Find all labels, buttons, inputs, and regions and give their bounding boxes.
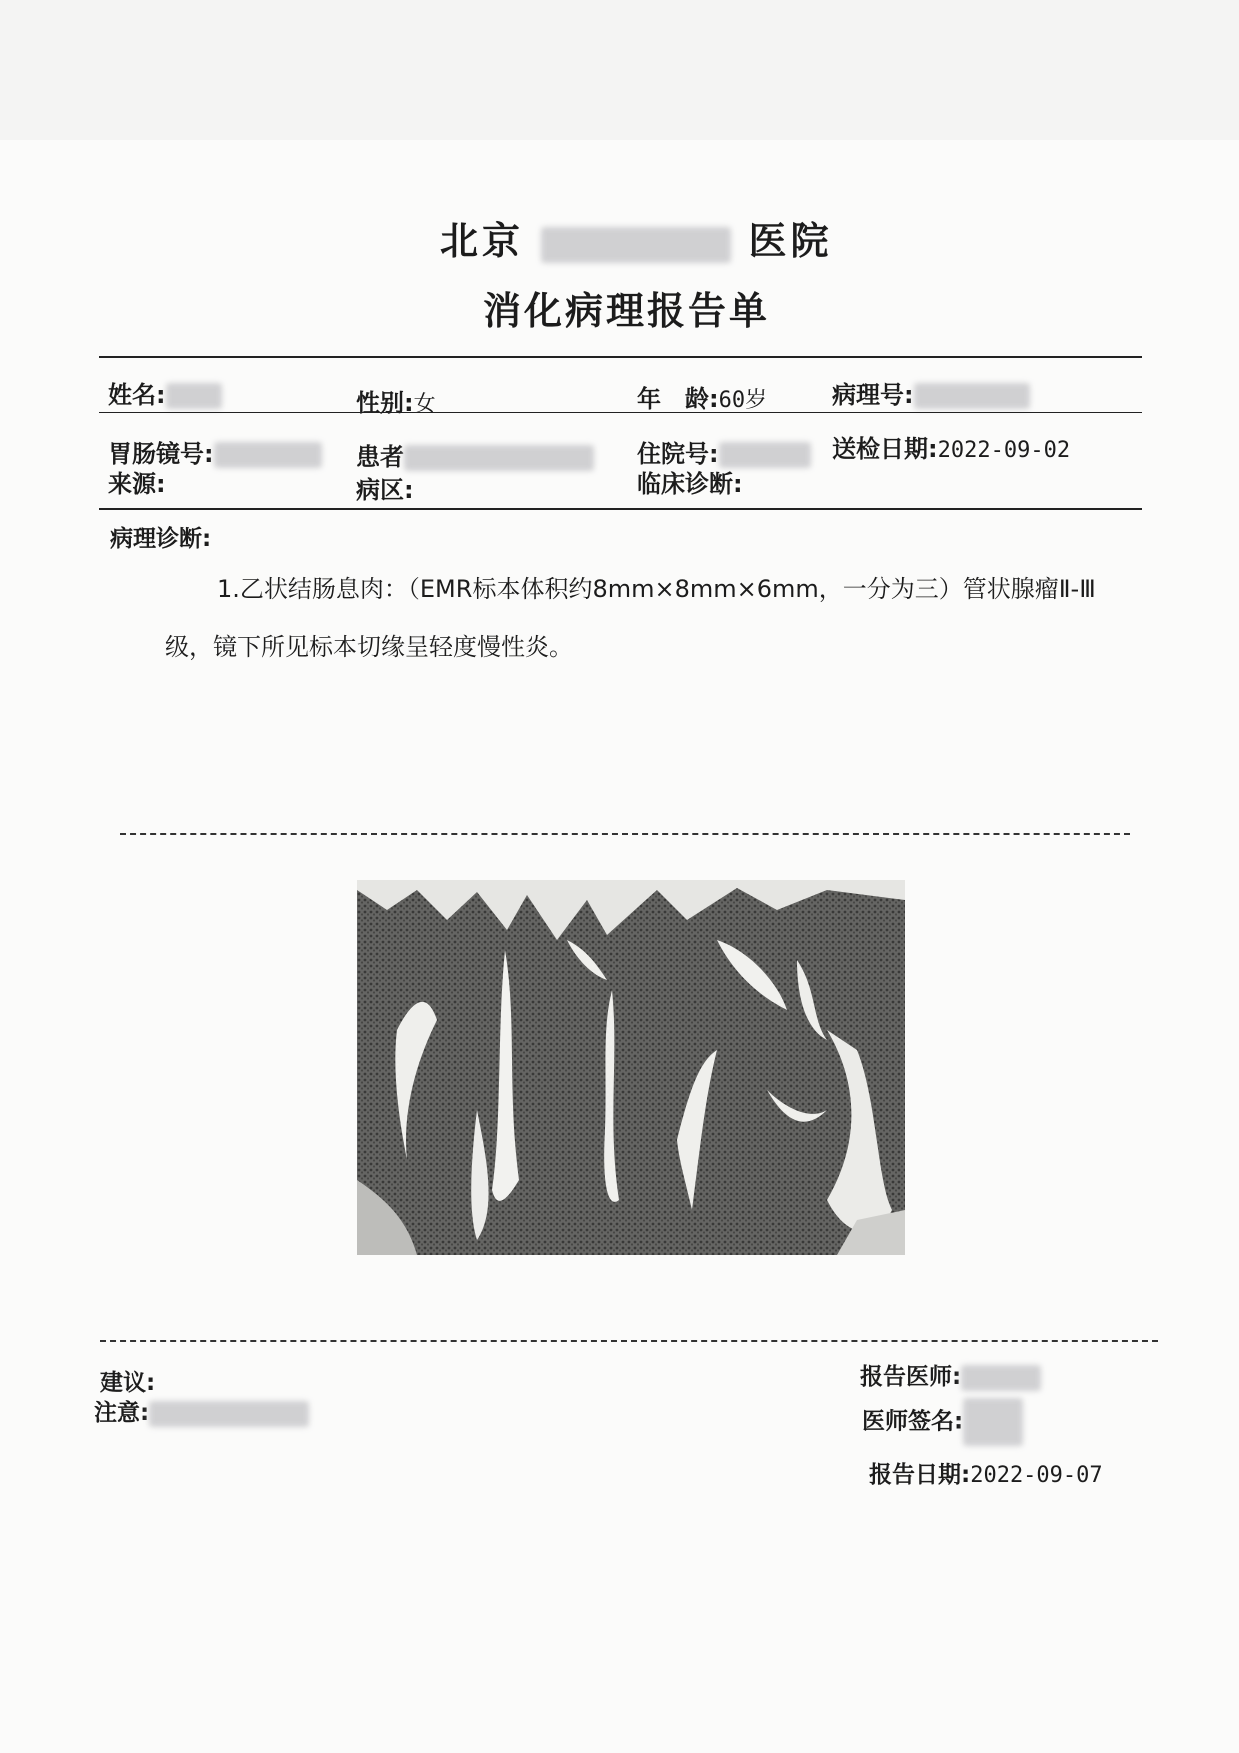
name-label: 姓名: xyxy=(108,381,166,409)
header-top-rule xyxy=(99,356,1142,358)
note-label: 注意: xyxy=(94,1400,150,1426)
histology-micrograph xyxy=(357,880,905,1255)
patient-field xyxy=(356,437,594,472)
report-date-label: 报告日期: xyxy=(869,1462,971,1488)
age-field xyxy=(637,379,767,414)
header-bottom-rule xyxy=(99,508,1142,510)
redacted-endoscopy-no xyxy=(214,442,322,468)
redacted-pathology-no xyxy=(914,383,1030,409)
endoscopy-no-label: 胃肠镜号: xyxy=(108,440,214,468)
submit-date-value: 2022-09-02 xyxy=(937,438,1071,463)
suggestion-label: 建议: xyxy=(100,1370,156,1396)
redacted-signature xyxy=(963,1398,1023,1446)
name-field xyxy=(108,375,222,410)
redacted-patient-id xyxy=(404,445,594,471)
signature-field xyxy=(862,1398,1023,1446)
pathology-no-field xyxy=(832,375,1030,410)
report-doctor-field xyxy=(860,1358,1041,1391)
diagnosis-line-2: 级，镜下所见标本切缘呈轻度慢性炎。 xyxy=(165,633,573,661)
age-value: 60岁 xyxy=(718,388,768,413)
admission-no-label: 住院号: xyxy=(637,440,719,468)
submit-date-field xyxy=(832,429,1070,464)
hospital-prefix: 北京 xyxy=(440,218,525,263)
source-label: 来源: xyxy=(108,470,166,498)
diagnosis-line-1: 1.乙状结肠息肉：（EMR标本体积约8mm×8mm×6mm，一分为三）管状腺瘤Ⅱ-Ⅲ xyxy=(217,575,1096,603)
pathology-no-label: 病理号: xyxy=(832,381,914,409)
report-date-field xyxy=(869,1456,1103,1489)
hospital-title xyxy=(440,210,833,265)
gender-label: 性别: xyxy=(356,389,414,417)
patient-label: 患者 xyxy=(356,443,404,471)
footer-top-separator xyxy=(100,1340,1158,1342)
redacted-hospital-name xyxy=(541,227,731,263)
micrograph-image xyxy=(357,880,905,1255)
redacted-name xyxy=(166,383,222,409)
report-doctor-label: 报告医师: xyxy=(860,1364,962,1390)
hospital-suffix: 医院 xyxy=(748,218,833,263)
image-top-separator xyxy=(120,833,1130,835)
redacted-doctor-name xyxy=(961,1365,1041,1391)
report-date-value: 2022-09-07 xyxy=(970,1463,1103,1488)
signature-label: 医师签名: xyxy=(862,1408,964,1435)
note-field xyxy=(94,1394,309,1427)
ward-label: 病区: xyxy=(356,476,414,504)
redacted-note xyxy=(149,1401,309,1427)
submit-date-label: 送检日期: xyxy=(832,435,938,463)
gender-value: 女 xyxy=(413,392,436,417)
diagnosis-heading: 病理诊断: xyxy=(110,526,212,552)
clinical-dx-label: 临床诊断: xyxy=(637,470,743,498)
report-title: 消化病理报告单 xyxy=(483,288,771,333)
row-divider xyxy=(99,412,1142,413)
age-label: 年 龄: xyxy=(637,385,719,413)
